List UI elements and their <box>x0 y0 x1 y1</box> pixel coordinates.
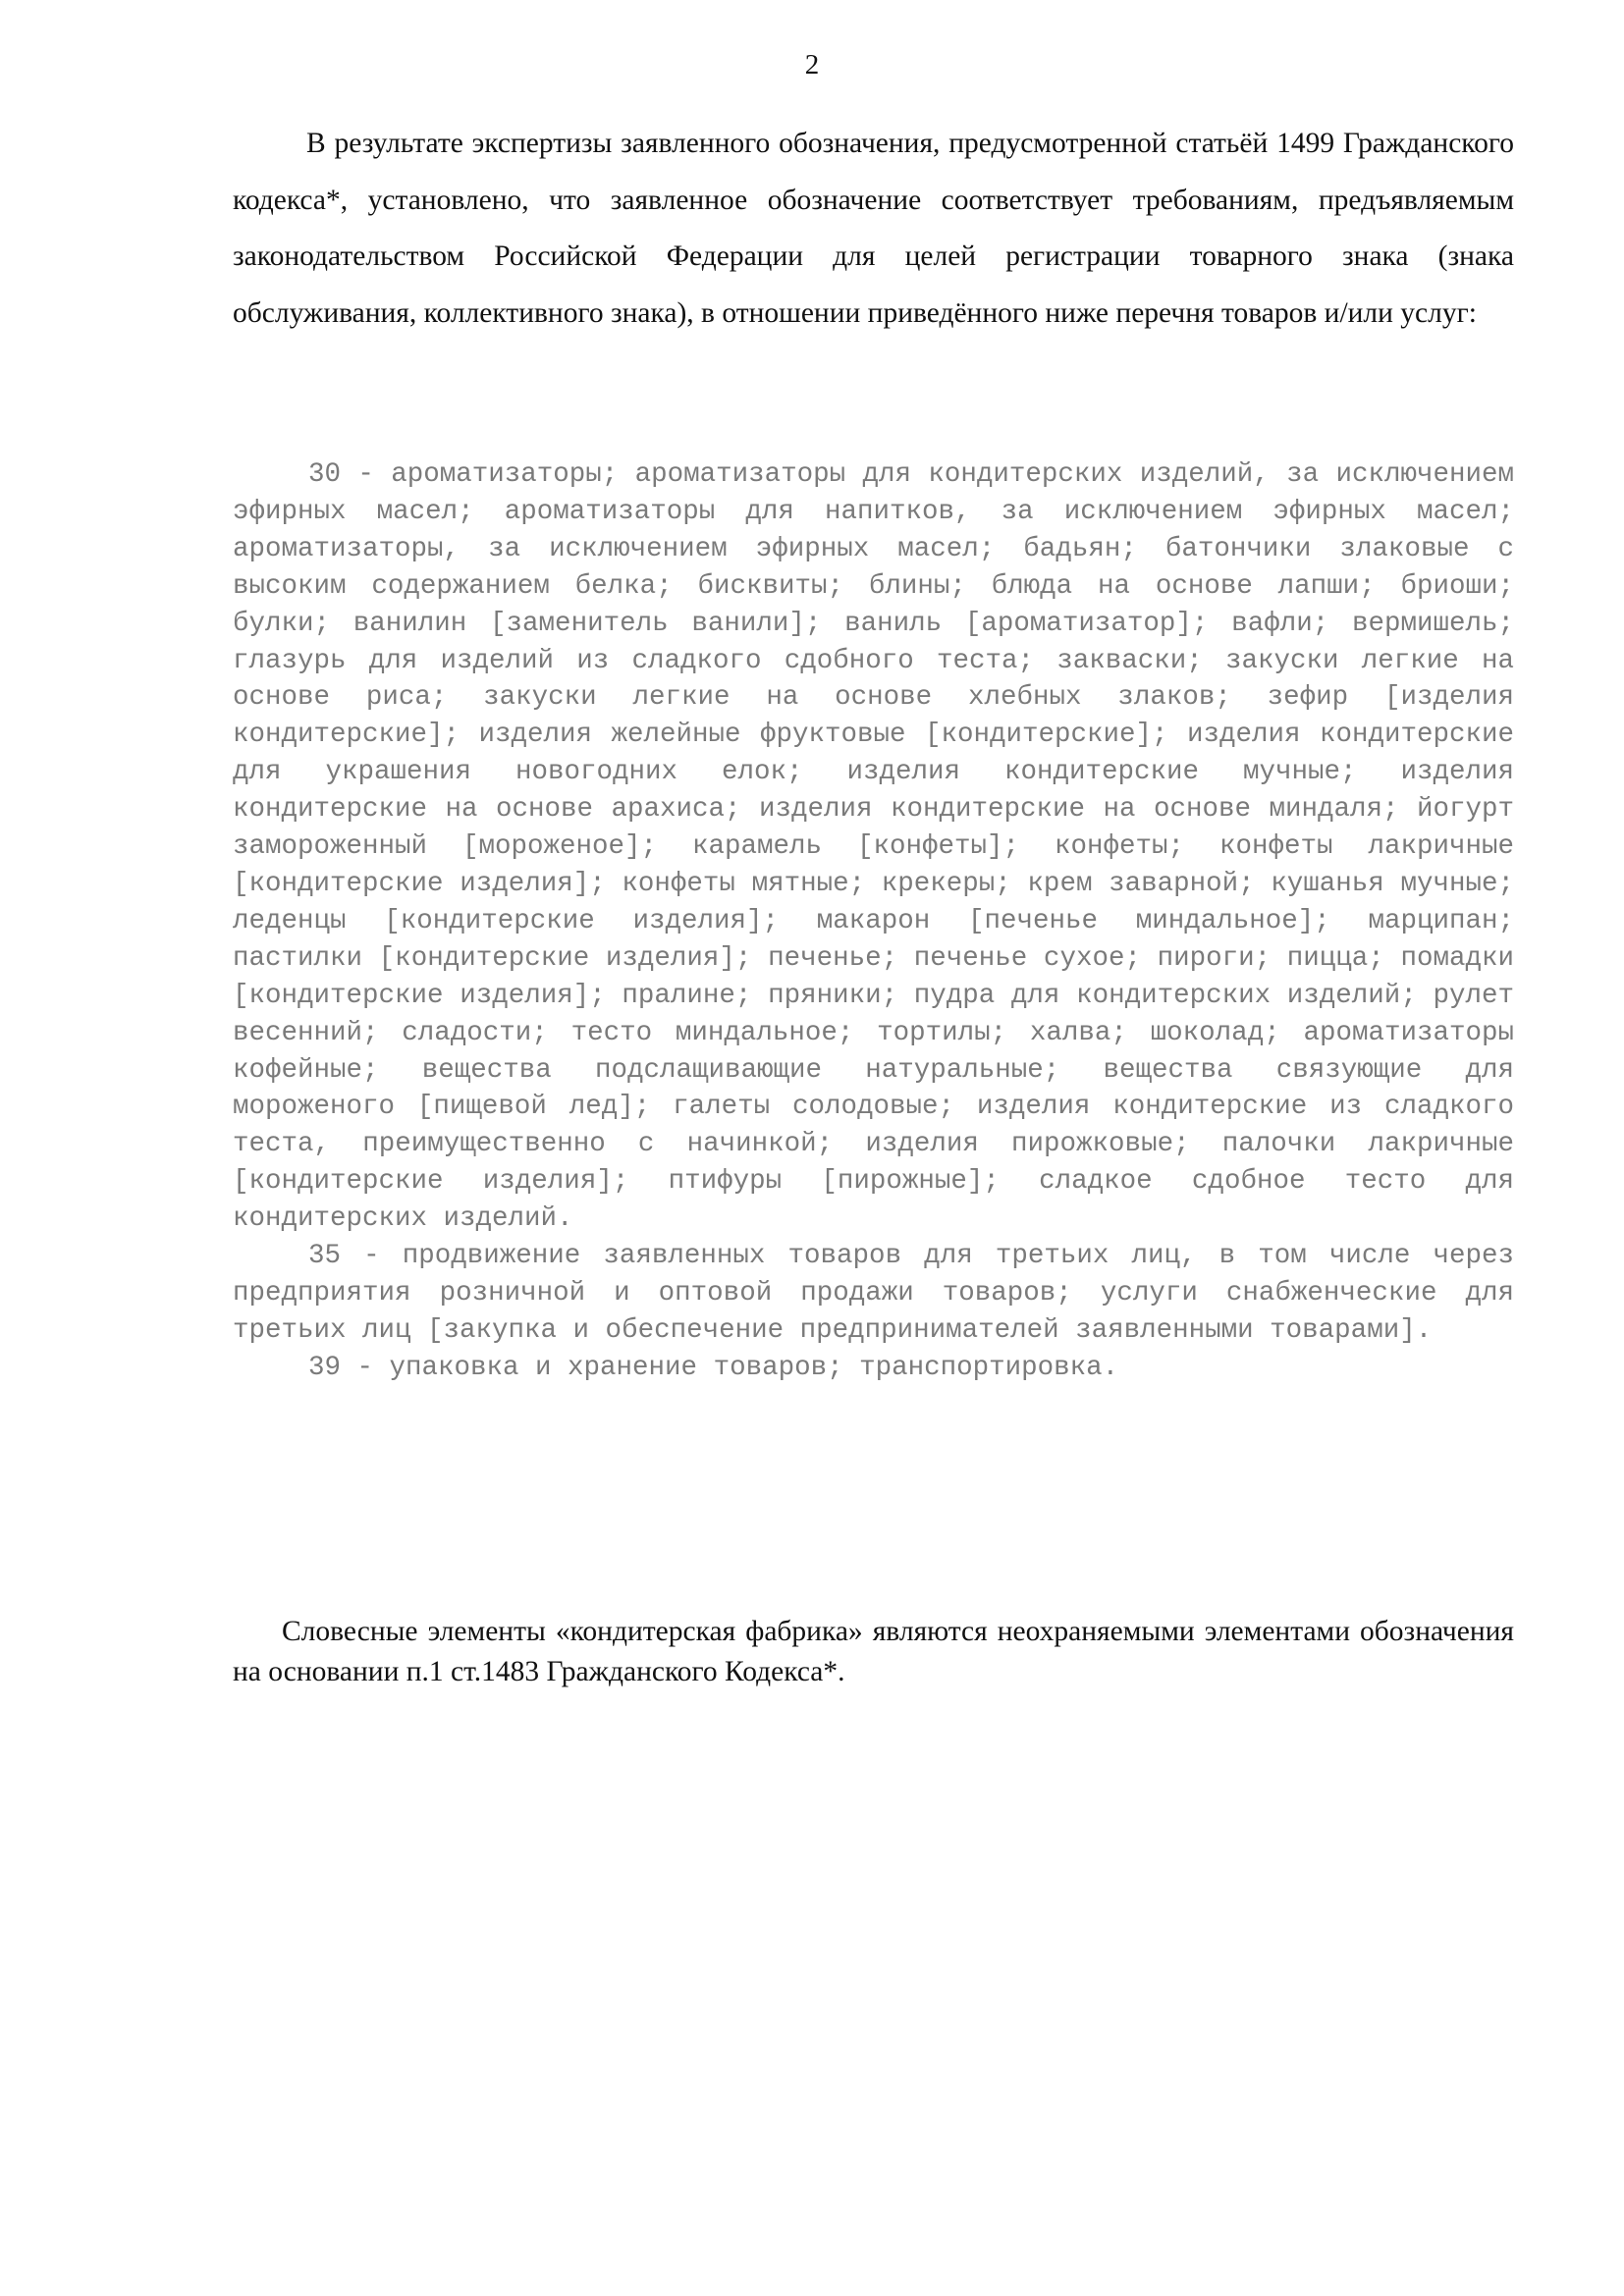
goods-class-30: 30 - ароматизаторы; ароматизаторы для кондитерских изделий, за исключением эфирных масел; ароматизаторы для напитков, за исключением эфирных масел; ароматизаторы, за исключением эфирных масел; бадьян; батончики злаковые с высоким содержанием белка; бисквиты; блины; блюда на основе лапши; бриоши; булки; ванилин [заменитель ванили]; ваниль [ароматизатор]; вафли; вермишель; глазурь для изделий из сладкого сдобного теста; закваски; закуски легкие на основе риса; закуски легкие на основе хлебных злаков; зефир [изделия кондитерские]; изделия желейные фруктовые [кондитерские]; изделия кондитерские для украшения новогодних елок; изделия кондитерские мучные; изделия кондитерские на основе арахиса; изделия кондитерские на основе миндаля; йогурт замороженный [мороженое]; карамель [конфеты]; конфеты; конфеты лакричные [кондитерские изделия]; конфеты мятные; крекеры; крем заварной; кушанья мучные; леденцы [кондитерские изделия]; макарон [печенье миндальное]; марципан; пастилки [кондитерские изделия]; печенье; печенье сухое; пироги; пицца; помадки [кондитерские изделия]; пралине; пряники; пудра для кондитерских изделий; рулет весенний; сладости; тесто миндальное; тортилы; халва; шоколад; ароматизаторы кофейные; вещества подслащивающие натуральные; вещества связующие для мороженого [пищевой лед]; галеты солодовые; изделия кондитерские из сладкого теста, преимущественно с начинкой; изделия пирожковые; палочки лакричные [кондитерские изделия]; птифуры [пирожные]; сладкое сдобное тесто для кондитерских изделий. <box>233 459 1514 1235</box>
goods-services-list <box>233 456 1514 1387</box>
non-protected-elements-note: Словесные элементы «кондитерская фабрика» являются неохраняемыми элементами обозначения на основании п.1 ст.1483 Гражданского Кодекса*. <box>233 1616 1514 1687</box>
intro-paragraph: В результате экспертизы заявленного обозначения, предусмотренной статьёй 1499 Гражданского кодекса*, установлено, что заявленное обозначение соответствует требованиям, предъявляемым законодательством Российской Федерации для целей регистрации товарного знака (знака обслуживания, коллективного знака), в отношении приведённого ниже перечня товаров и/или услуг: <box>233 128 1514 329</box>
page-number: 2 <box>804 49 820 80</box>
goods-class-35: 35 - продвижение заявленных товаров для третьих лиц, в том числе через предприятия розничной и оптовой продажи товаров; услуги снабженческие для третьих лиц [закупка и обеспечение предпринимателей заявленными товарами]. <box>233 1241 1514 1346</box>
goods-class-39: 39 - упаковка и хранение товаров; транспортировка. <box>308 1352 1119 1383</box>
